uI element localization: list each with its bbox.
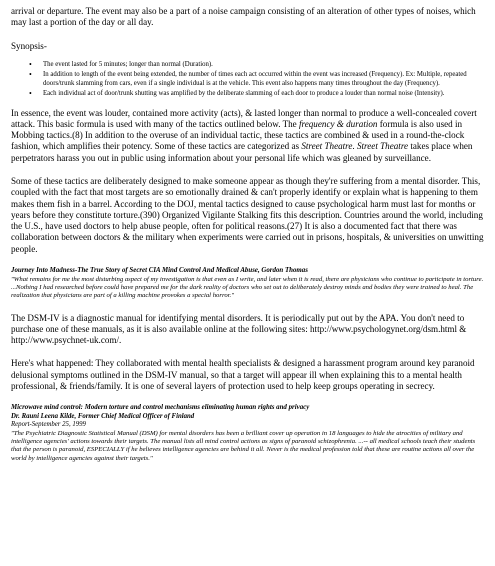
essence-text-4: takes place when perpetrators harass you out in public using information about your personal life which was gleaned by surveillance.	[11, 141, 473, 163]
synopsis-item-intensity	[29, 90, 485, 98]
deliberate-paragraph: Some of these tactics are deliberately designed to make someone appear as though they're suffering from a mental disorder. This, coupled with the fact that most targets are so emotionally drained & can't properly identify or explain what is happening to them makes them fish in a barrel. According to the DOJ, mental tactics designed to cause psychological harm must last for months or years before they constitute torture.(390) Organized Vigilante Stalking fits this description. Countries around the world, including the U.S., have used doctors to help abuse people, often for political reasons.(27) It is also a documented fact that there was collaboration between doctors & the military when experiments were carried out in prisons, hospitals, & universities on unwitting people.	[11, 176, 484, 254]
journey-reference-title: Journey Into Madness-The True Story of Secret CIA Mind Control And Medical Abuse, Gordon Thomas	[11, 267, 308, 275]
microwave-reference-author: Dr. Rauni Leena Kilde, Former Chief Medical Officer of Finland	[11, 412, 195, 420]
essence-paragraph	[11, 108, 485, 164]
intro-paragraph: arrival or departure. The event may also be a part of a noise campaign consisting of an alteration of other types of noises, which may last a portion of the day or all day.	[11, 6, 476, 28]
essence-text-2: formula is also used in Mobbing tactics.(8) In addition to the overuse of an individual tactic, these tactics are combined & used in a round-the-clock fashion, which amplifies their potency. Some of these tactics are categorized as	[11, 118, 465, 152]
microwave-reference-date: Report-September 25, 1999	[11, 421, 86, 429]
synopsis-item-frequency	[29, 71, 485, 88]
microwave-reference-title: Microwave mind control: Modern torture and control mechanisms eliminating human rights and privacy	[11, 404, 310, 412]
synopsis-item-text: Each individual act of door/trunk shutting was amplified by the deliberate slamming of each door to produce a louder than normal noise (Intensity).	[43, 90, 445, 98]
essence-italic-frequency-duration: frequency & duration	[299, 118, 378, 129]
synopsis-list	[11, 61, 485, 99]
journey-reference-quote: "What remains for me the most disturbing aspect of my investigation is that even as I write, and later when it is read, there are physicians who continue to participate in torture. ...Nothing I had researched before could have prepared me for the dark reality of doctors who set out to deliberately destroy minds and bodies they were trained to heal. The realization that physicians are part of a killing machine provokes a special horror."	[11, 275, 484, 300]
bullet-icon: •	[29, 59, 32, 69]
synopsis-heading: Synopsis-	[11, 40, 47, 51]
essence-italic-street-theatre-2: Street Theatre	[356, 141, 409, 152]
microwave-reference-quote: "The Psychiatric Diagnostic Statistical Manual (DSM) for mental disorders has been a brilliant cover up operation in 18 languages to hide the atrocities of military and intelligence agencies' actions towards their targets. The manual lists all mind control actions as signs of paranoid schizophrenia. ...-- all medical schools teach their students that the person is paranoid, ESPECIALLY if he believes intelligence agencies are behind it all. Never is the medical profession told that these are routine actions all over the world by intelligence agencies against their targets."	[11, 429, 476, 462]
synopsis-item-text: In addition to length of the event being extended, the number of times each act occurred within the event was increased (Frequency). Ex: Multiple, repeated doors/trunk slamming from cars, even if a single individual is at the vehicle. This event also happens many times throughout the day (Frequency).	[43, 71, 467, 87]
happened-paragraph: Here's what happened: They collaborated with mental health specialists & designed a harassment program around key paranoid delusional symptoms outlined in the DSM-IV manual, so that a target will appear ill when explaining this to a mental health professional, & friends/family. It is one of several layers of protection used to help keep groups operating in secrecy.	[11, 358, 475, 392]
essence-text-1: In essence, the event was louder, contained more activity (acts), & lasted longer than normal to produce a well-concealed covert attack. This basic formula is used with many of the tactics outlined below. The	[11, 107, 477, 129]
essence-italic-street-theatre-1: Street Theatre	[301, 141, 353, 152]
bullet-icon: •	[29, 70, 32, 80]
microwave-reference	[11, 404, 485, 463]
synopsis-item-duration	[29, 61, 485, 69]
dsm-paragraph: The DSM-IV is a diagnostic manual for identifying mental disorders. It is periodically put out by the APA. You don't need to purchase one of these manuals, as it is also available online at the following sites: http://www.psychologynet.org/dsm.html & http://www.psychnet-uk.com/.	[11, 312, 467, 346]
bullet-icon: •	[29, 89, 32, 99]
essence-text-3: .	[352, 141, 357, 152]
journey-reference	[11, 267, 485, 300]
synopsis-item-text: The event lasted for 5 minutes; longer than normal (Duration).	[43, 60, 213, 68]
